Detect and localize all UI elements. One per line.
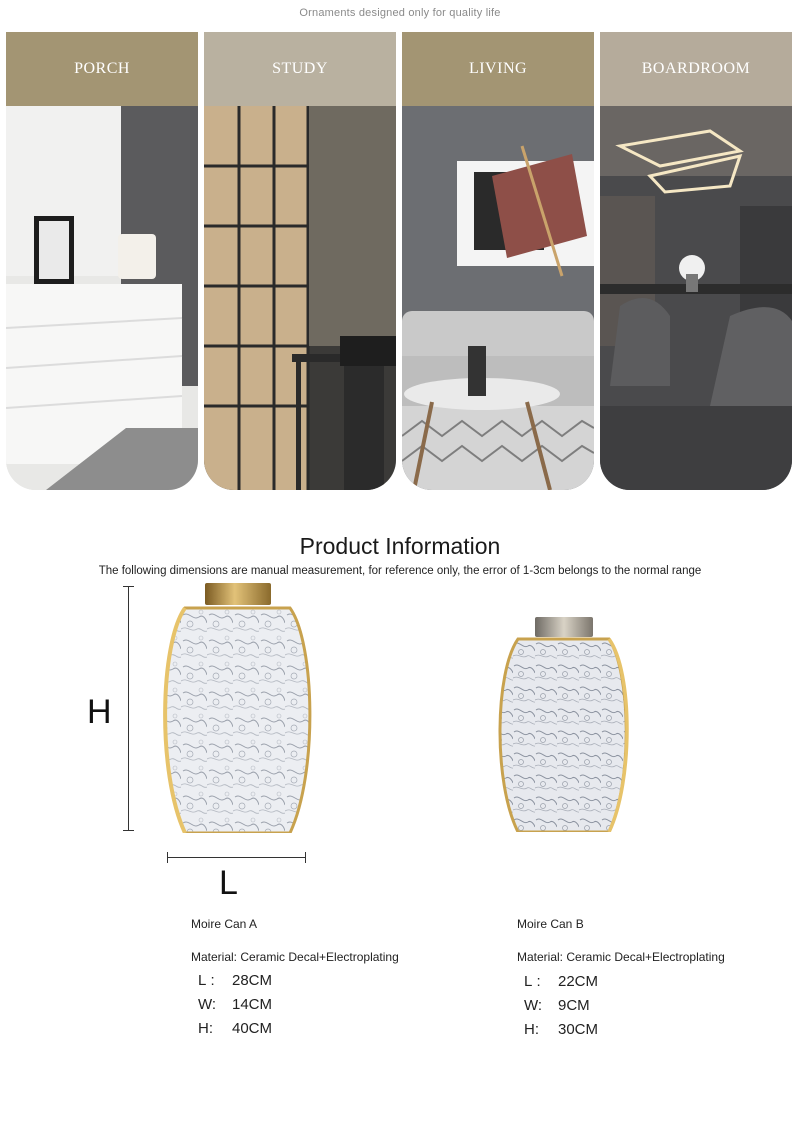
length-marker: L	[219, 864, 238, 902]
length-dimension-cap-right	[305, 852, 306, 863]
product-information-title: Product Information	[299, 533, 501, 559]
room-label-study: STUDY	[204, 32, 396, 106]
product-name: Moire Can A	[191, 917, 258, 931]
length-dimension-line	[167, 857, 306, 858]
dimension-height	[198, 1020, 272, 1037]
height-marker: H	[87, 693, 112, 731]
height-dimension-line	[128, 586, 129, 831]
dimension-width	[524, 997, 590, 1014]
dimension-value: 9CM	[558, 997, 590, 1014]
room-label-boardroom: BOARDROOM	[600, 32, 792, 106]
boardroom-scene-image	[600, 106, 792, 490]
dimension-value: 40CM	[232, 1020, 273, 1037]
room-label-porch: PORCH	[6, 32, 198, 106]
dimension-height	[524, 1021, 598, 1038]
room-card-living	[402, 32, 594, 490]
product-name: Moire Can B	[517, 917, 584, 931]
room-card-porch	[6, 32, 198, 490]
porch-scene-image	[6, 106, 198, 490]
room-label-living: LIVING	[402, 32, 594, 106]
room-card-boardroom	[600, 32, 792, 490]
length-dimension-cap-left	[167, 852, 168, 863]
dimension-key: L :	[524, 973, 541, 990]
dimension-key: W:	[198, 996, 217, 1013]
dimension-width	[198, 996, 272, 1013]
dimension-value: 30CM	[558, 1021, 599, 1038]
dimension-key: L :	[198, 972, 215, 989]
dimension-value: 22CM	[558, 973, 599, 990]
measurement-note: The following dimensions are manual measurement, for reference only, the error of 1-3cm belongs to the normal range	[98, 565, 702, 577]
study-scene-image	[204, 106, 396, 490]
dimension-value: 14CM	[232, 996, 273, 1013]
room-gallery	[6, 32, 794, 490]
product-material: Material: Ceramic Decal+Electroplating	[517, 950, 725, 964]
room-card-study	[204, 32, 396, 490]
dimension-key: W:	[524, 997, 543, 1014]
dimension-value: 28CM	[232, 972, 273, 989]
dimension-length	[198, 972, 272, 989]
dimension-key: H:	[524, 1021, 539, 1038]
moire-can-b-image	[491, 617, 636, 832]
height-dimension-cap-bottom	[123, 830, 134, 831]
product-spec-b	[517, 917, 757, 1047]
height-dimension-cap-top	[123, 586, 134, 587]
tagline: Ornaments designed only for quality life	[299, 7, 501, 19]
product-spec-a	[191, 917, 431, 1047]
product-material: Material: Ceramic Decal+Electroplating	[191, 950, 399, 964]
dimension-key: H:	[198, 1020, 213, 1037]
living-scene-image	[402, 106, 594, 490]
moire-can-a-image	[155, 583, 320, 833]
dimension-length	[524, 973, 598, 990]
